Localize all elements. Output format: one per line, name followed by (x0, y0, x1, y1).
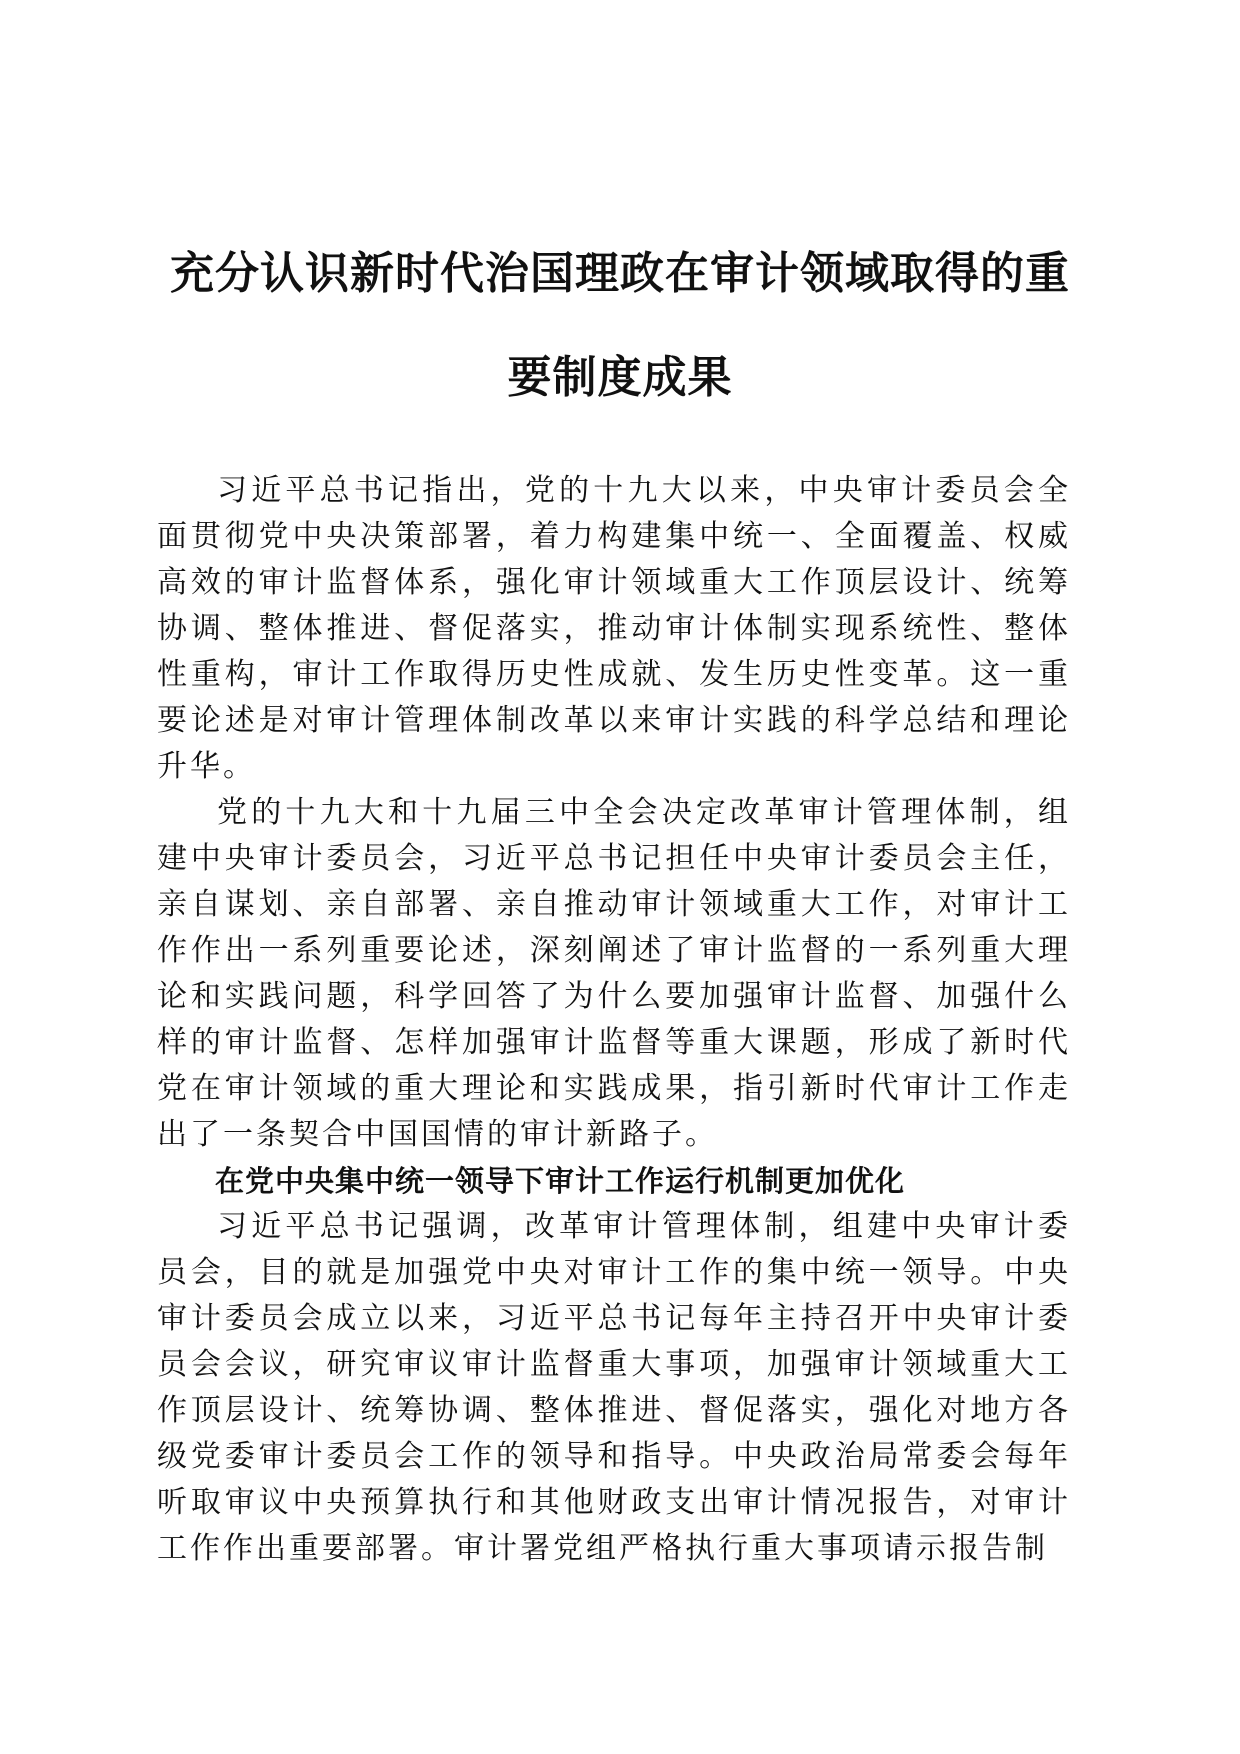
paragraph-3: 习近平总书记强调，改革审计管理体制，组建中央审计委员会，目的就是加强党中央对审计工作的集中统一领导。中央审计委员会成立以来，习近平总书记每年主持召开中央审计委员会会议，研究审议审计监督重大事项，加强审计领域重大工作顶层设计、统筹协调、整体推进、督促落实，强化对地方各级党委审计委员会工作的领导和指导。中央政治局常委会每年听取审议中央预算执行和其他财政支出审计情况报告，对审计工作作出重要部署。审计署党组严格执行重大事项请示报告制 (157, 1209, 1071, 1566)
document-title: 充分认识新时代治国理政在审计领域取得的重要制度成果 (170, 248, 1070, 403)
section-heading: 在党中央集中统一领导下审计工作运行机制更加优化 (215, 1164, 906, 1198)
document-body (157, 468, 1071, 1572)
paragraph-1: 习近平总书记指出，党的十九大以来，中央审计委员会全面贯彻党中央决策部署，着力构建集中统一、全面覆盖、权威高效的审计监督体系，强化审计领域重大工作顶层设计、统筹协调、整体推进、督促落实，推动审计体制实现系统性、整体性重构，审计工作取得历史性成就、发生历史性变革。这一重要论述是对审计管理体制改革以来审计实践的科学总结和理论升华。 (157, 473, 1071, 784)
paragraph-2: 党的十九大和十九届三中全会决定改革审计管理体制，组建中央审计委员会，习近平总书记担任中央审计委员会主任，亲自谋划、亲自部署、亲自推动审计领域重大工作，对审计工作作出一系列重要论述，深刻阐述了审计监督的一系列重大理论和实践问题，科学回答了为什么要加强审计监督、加强什么样的审计监督、怎样加强审计监督等重大课题，形成了新时代党在审计领域的重大理论和实践成果，指引新时代审计工作走出了一条契合中国国情的审计新路子。 (157, 795, 1071, 1152)
